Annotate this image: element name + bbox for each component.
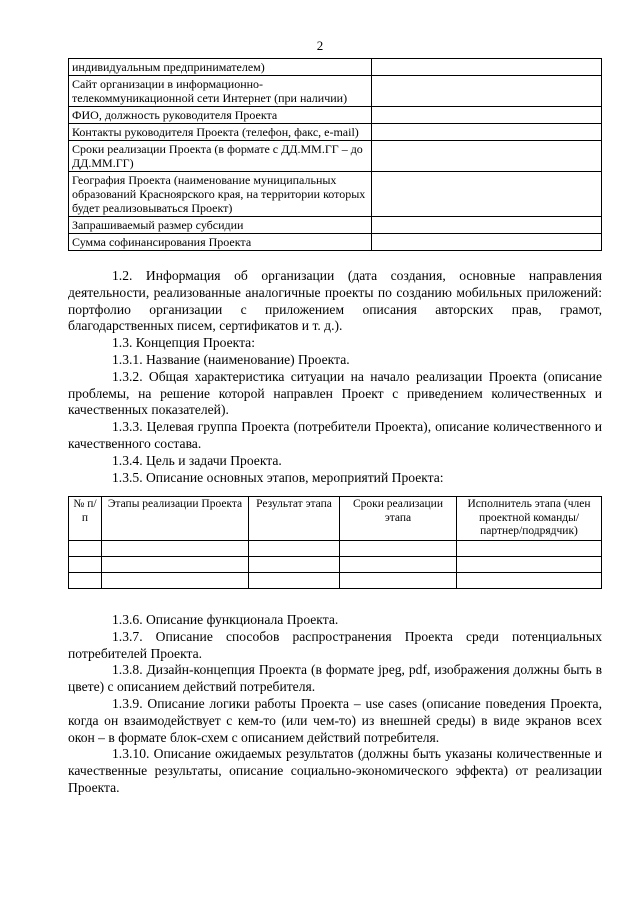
table-cell [340,572,457,588]
paragraph: 1.3.5. Описание основных этапов, мероприятий Проекта: [112,469,444,485]
page-number: 2 [316,38,324,53]
table-header-row [69,497,602,541]
table-cell [340,556,457,572]
paragraph: 1.3.4. Цель и задачи Проекта. [112,452,282,468]
table-cell [457,540,602,556]
table-cell [249,572,340,588]
table-cell [457,572,602,588]
paragraph: 1.2. Информация об организации (дата создания, основные направления деятельности, реализованные аналогичные проекты по созданию мобильных приложений: портфолио организации с приложением описания авторских прав, грамот, благодарственных писем, сертификатов и т. д.). [68,268,602,334]
table-row [69,556,602,572]
table-cell [69,556,102,572]
paragraph: 1.3.6. Описание функционала Проекта. [112,612,339,627]
table-cell [249,556,340,572]
table-cell-label: ФИО, должность руководителя Проекта [69,107,372,124]
table-cell-label: Сумма софинансирования Проекта [69,234,372,251]
paragraph: 1.3.9. Описание логики работы Проекта – use cases (описание поведения Проекта, когда он взаимодействует с кем-то (или чем-то) из внешней среды) в виде экранов всех окон – в формате блок-схем с описанием действий потребителя. [68,695,602,745]
table-row [69,124,602,141]
table-cell-value [372,59,602,76]
table-cell-label: Сайт организации в информационно-телекоммуникационной сети Интернет (при наличии) [69,76,372,107]
column-header-number: № п/п [69,497,102,541]
table-cell-value [372,107,602,124]
body-text-top [68,268,602,486]
table-cell-value [372,76,602,107]
table-cell [102,556,249,572]
table-cell-label: Запрашиваемый размер субсидии [69,217,372,234]
table-cell [340,540,457,556]
table-row [69,540,602,556]
paragraph: 1.3.3. Целевая группа Проекта (потребители Проекта), описание количественного и качественного состава. [68,419,602,451]
table-cell-value [372,141,602,172]
table-cell [457,556,602,572]
table-cell-value [372,217,602,234]
body-text-bottom [68,612,602,797]
table-cell [102,572,249,588]
paragraph: 1.3.10. Описание ожидаемых результатов (должны быть указаны количественные и качественные результаты, описание социально-экономического эффекта) от реализации Проекта. [68,746,602,795]
table-row [69,107,602,124]
table-cell-label: География Проекта (наименование муниципальных образований Красноярского края, на территории которых будет реализовываться Проект) [69,172,372,217]
table-row [69,76,602,107]
table-row [69,59,602,76]
paragraph: 1.3.2. Общая характеристика ситуации на начало реализации Проекта (описание проблемы, на решение которой направлен Проект с приведением количественных и качественных показателей). [68,368,602,418]
column-header-executor: Исполнитель этапа (член проектной команды/партнер/подрядчик) [457,497,602,541]
table-row [69,141,602,172]
table-row [69,172,602,217]
paragraph: 1.3.1. Название (наименование) Проекта. [112,351,350,367]
table-cell-value [372,172,602,217]
table-cell-value [372,124,602,141]
table-row [69,234,602,251]
table-cell-label: индивидуальным предпринимателем) [69,59,372,76]
table-cell-value [372,234,602,251]
table-cell [69,540,102,556]
table-cell-label: Сроки реализации Проекта (в формате с ДД.ММ.ГГ – до ДД.ММ.ГГ) [69,141,372,172]
table-cell [69,572,102,588]
table-cell [249,540,340,556]
column-header-deadlines: Сроки реализации этапа [340,497,457,541]
table-cell [102,540,249,556]
paragraph: 1.3.7. Описание способов распространения Проекта среди потенциальных потребителей Проекта. [68,628,602,661]
table-row [69,572,602,588]
paragraph: 1.3.8. Дизайн-концепция Проекта (в формате jpeg, pdf, изображения должны быть в цвете) с описанием действий потребителя. [68,662,602,695]
table-cell-label: Контакты руководителя Проекта (телефон, факс, e-mail) [69,124,372,141]
project-info-table [68,58,602,251]
column-header-stages: Этапы реализации Проекта [102,497,249,541]
table-row [69,217,602,234]
column-header-result: Результат этапа [249,497,340,541]
project-stages-table [68,496,602,589]
paragraph: 1.3. Концепция Проекта: [112,335,255,351]
